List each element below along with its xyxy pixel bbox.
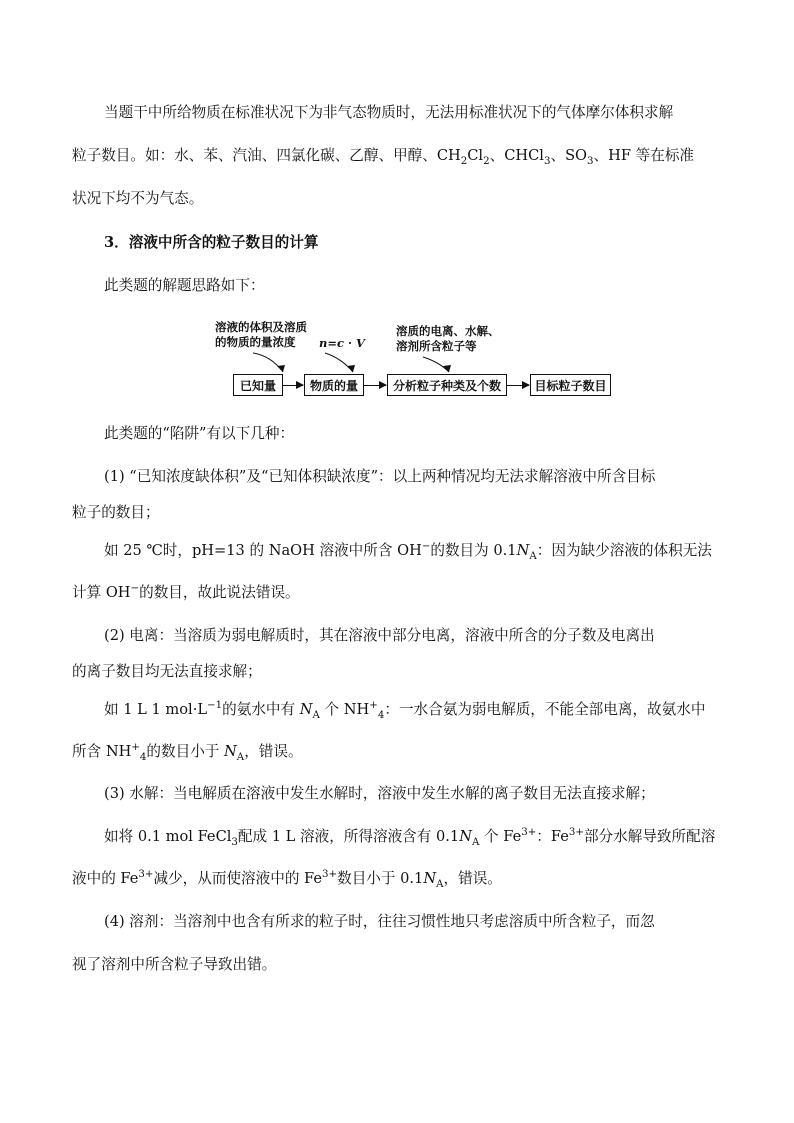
paragraph-line: 当题干中所给物质在标准状况下为非气态物质时，无法用标准状况下的气体摩尔体积求解 [104,104,674,121]
flow-note-concentration: 溶液的体积及溶质 的物质的量浓度 [215,320,307,349]
flow-box-target: 目标粒子数目 [530,374,611,396]
paragraph-line: (2) 电离：当溶质为弱电解质时，其在溶液中部分电离，溶液中所含的分子数及电离出 [104,627,655,644]
flow-arrow [283,385,303,386]
paragraph-line: 此类题的解题思路如下： [104,277,265,294]
flow-box-analysis: 分析粒子种类及个数 [387,374,507,396]
paragraph-line: 粒子的数目； [72,504,160,521]
flow-note-ionization: 溶质的电离、水解、 溶剂所含粒子等 [396,324,500,353]
paragraph-line: 所含 $NH^+_4$的数目小于 $N_A$，错误。 [72,742,303,763]
paragraph-line: 粒子数目。如：水、苯、汽油、四氯化碳、乙醇、甲醇、$CH_2Cl_2$、CHCl$_3$、$SO_3$、HF 等在标准 [72,147,695,167]
paragraph-line: 此类题的“陷阱”有以下几种： [104,425,295,442]
flow-arrow [364,385,386,386]
paragraph-line: 视了溶剂中所含粒子导致出错。 [72,956,277,973]
paragraph-line: 状况下均不为气态。 [72,190,204,207]
paragraph-line: (1) “已知浓度缺体积”及“已知体积缺浓度”：以上两种情况均无法求解溶液中所含目标 [104,468,656,485]
paragraph-line: 如 25 ℃时，pH=13 的 NaOH 溶液中所含 OH−的数目为 $0.1N_A$：因为缺少溶液的体积无法 [104,541,712,562]
paragraph-line: 如 1 L 1 $mol\cdot L^{-1}$的氨水中有 $N_A$ 个 $NH^+_4$：一水合氨为弱电解质，不能全部电离，故氨水中 [104,700,706,721]
flow-formula: n=c · V [319,336,365,350]
section-heading: 3．溶液中所含的粒子数目的计算 [104,234,319,251]
paragraph-line: 液中的 $Fe^{3+}$减少，从而使溶液中的 $Fe^{3+}$数目小于 $0.1N_A$，错误。 [72,869,502,890]
flow-box-known: 已知量 [233,374,283,396]
flow-box-amount: 物质的量 [304,374,364,396]
paragraph-line: 计算 OH−的数目，故此说法错误。 [72,583,300,601]
flow-arrow [507,385,529,386]
flow-diagram [213,320,613,402]
paragraph-line: (4) 溶剂：当溶剂中也含有所求的粒子时，往往习惯性地只考虑溶质中所含粒子，而忽 [104,913,655,930]
paragraph-line: 如将 0.1 mol FeCl$_3$配成 1 L 溶液，所得溶液含有 $0.1N_A$ 个 $Fe^{3+}$：$Fe^{3+}$部分水解导致所配溶 [104,827,716,848]
paragraph-line: 的离子数目均无法直接求解； [72,663,262,680]
paragraph-line: (3) 水解：当电解质在溶液中发生水解时，溶液中发生水解的离子数目无法直接求解； [104,785,655,802]
